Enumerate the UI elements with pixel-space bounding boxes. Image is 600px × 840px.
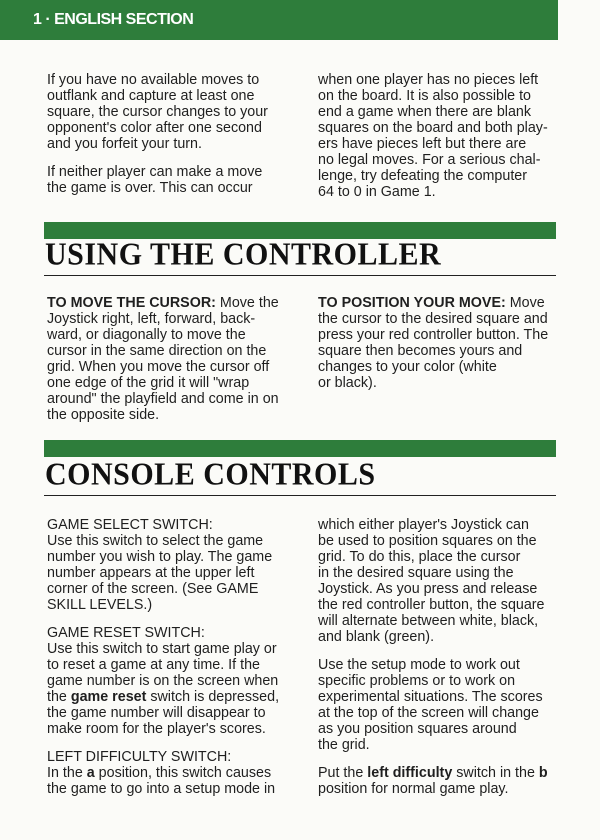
paragraph-game-over: If neither player can make a move the game is over. This can occur <box>47 164 263 196</box>
section-underline <box>44 275 556 276</box>
top-left-column <box>47 72 297 208</box>
position-move-column <box>318 295 568 403</box>
paragraph-no-moves: If you have no available moves to outflank and capture at least one square, the cursor changes to your opponent's color after one second and you forfeit your turn. <box>47 72 268 152</box>
top-right-column <box>318 72 568 212</box>
move-cursor-heading: TO MOVE THE CURSOR: <box>47 295 216 311</box>
paragraph-game-reset: GAME RESET SWITCH: Use this switch to start game play or to reset a game at any time. If the game number is on the screen when the game reset switch is depressed, the game number will disappear to make room for the player's scores. <box>47 625 302 737</box>
paragraph-game-end-conditions: when one player has no pieces left on the board. It is also possible to end a game when there are blank squares on the board and both play- ers have pieces left but there are no legal moves. For a serious chal- lenge, try defeating the computer 64 to 0 in Game 1. <box>318 72 548 200</box>
section-title-using-controller: USING THE CONTROLLER <box>45 237 442 272</box>
position-move-heading: TO POSITION YOUR MOVE: <box>318 295 506 311</box>
section-title-console-controls: CONSOLE CONTROLS <box>45 457 376 492</box>
paragraph-left-difficulty: LEFT DIFFICULTY SWITCH: In the a position, this switch causes the game to go into a setup mode in <box>47 749 302 797</box>
game-reset-heading: GAME RESET SWITCH: <box>47 625 205 641</box>
paragraph-setup-mode: which either player's Joystick can be used to position squares on the grid. To do this, place the cursor in the desired square using the Joystick. As you press and release the red controller button, the square will alternate between white, black, and blank (green). <box>318 517 545 645</box>
paragraph-move-cursor: TO MOVE THE CURSOR: Move the Joystick right, left, forward, back- ward, or diagonally to move the cursor in the same direction on the grid. When you move the cursor off one edge of the grid it will "wrap around" the playfield and come in on the opposite side. <box>47 295 279 423</box>
paragraph-normal-play: Put the left difficulty switch in the b position for normal game play. <box>318 765 548 797</box>
section-divider-bar <box>44 440 556 457</box>
paragraph-game-select: GAME SELECT SWITCH: Use this switch to select the game number you wish to play. The game number appears at the upper left corner of the screen. (See GAME SKILL LEVELS.) <box>47 517 302 613</box>
game-select-heading: GAME SELECT SWITCH: <box>47 517 213 533</box>
paragraph-position-move: TO POSITION YOUR MOVE: Move the cursor to the desired square and press your red controller button. The square then becomes yours and changes to your color (white or black). <box>318 295 549 391</box>
section-label: 1 · ENGLISH SECTION <box>33 11 194 28</box>
paragraph-setup-use: Use the setup mode to work out specific problems or to work on experimental situations. The scores at the top of the screen will change as you position squares around the grid. <box>318 657 543 753</box>
left-difficulty-heading: LEFT DIFFICULTY SWITCH: <box>47 749 232 765</box>
console-left-column <box>47 517 302 809</box>
section-underline <box>44 495 556 496</box>
console-right-column <box>318 517 568 809</box>
move-cursor-column <box>47 295 302 435</box>
